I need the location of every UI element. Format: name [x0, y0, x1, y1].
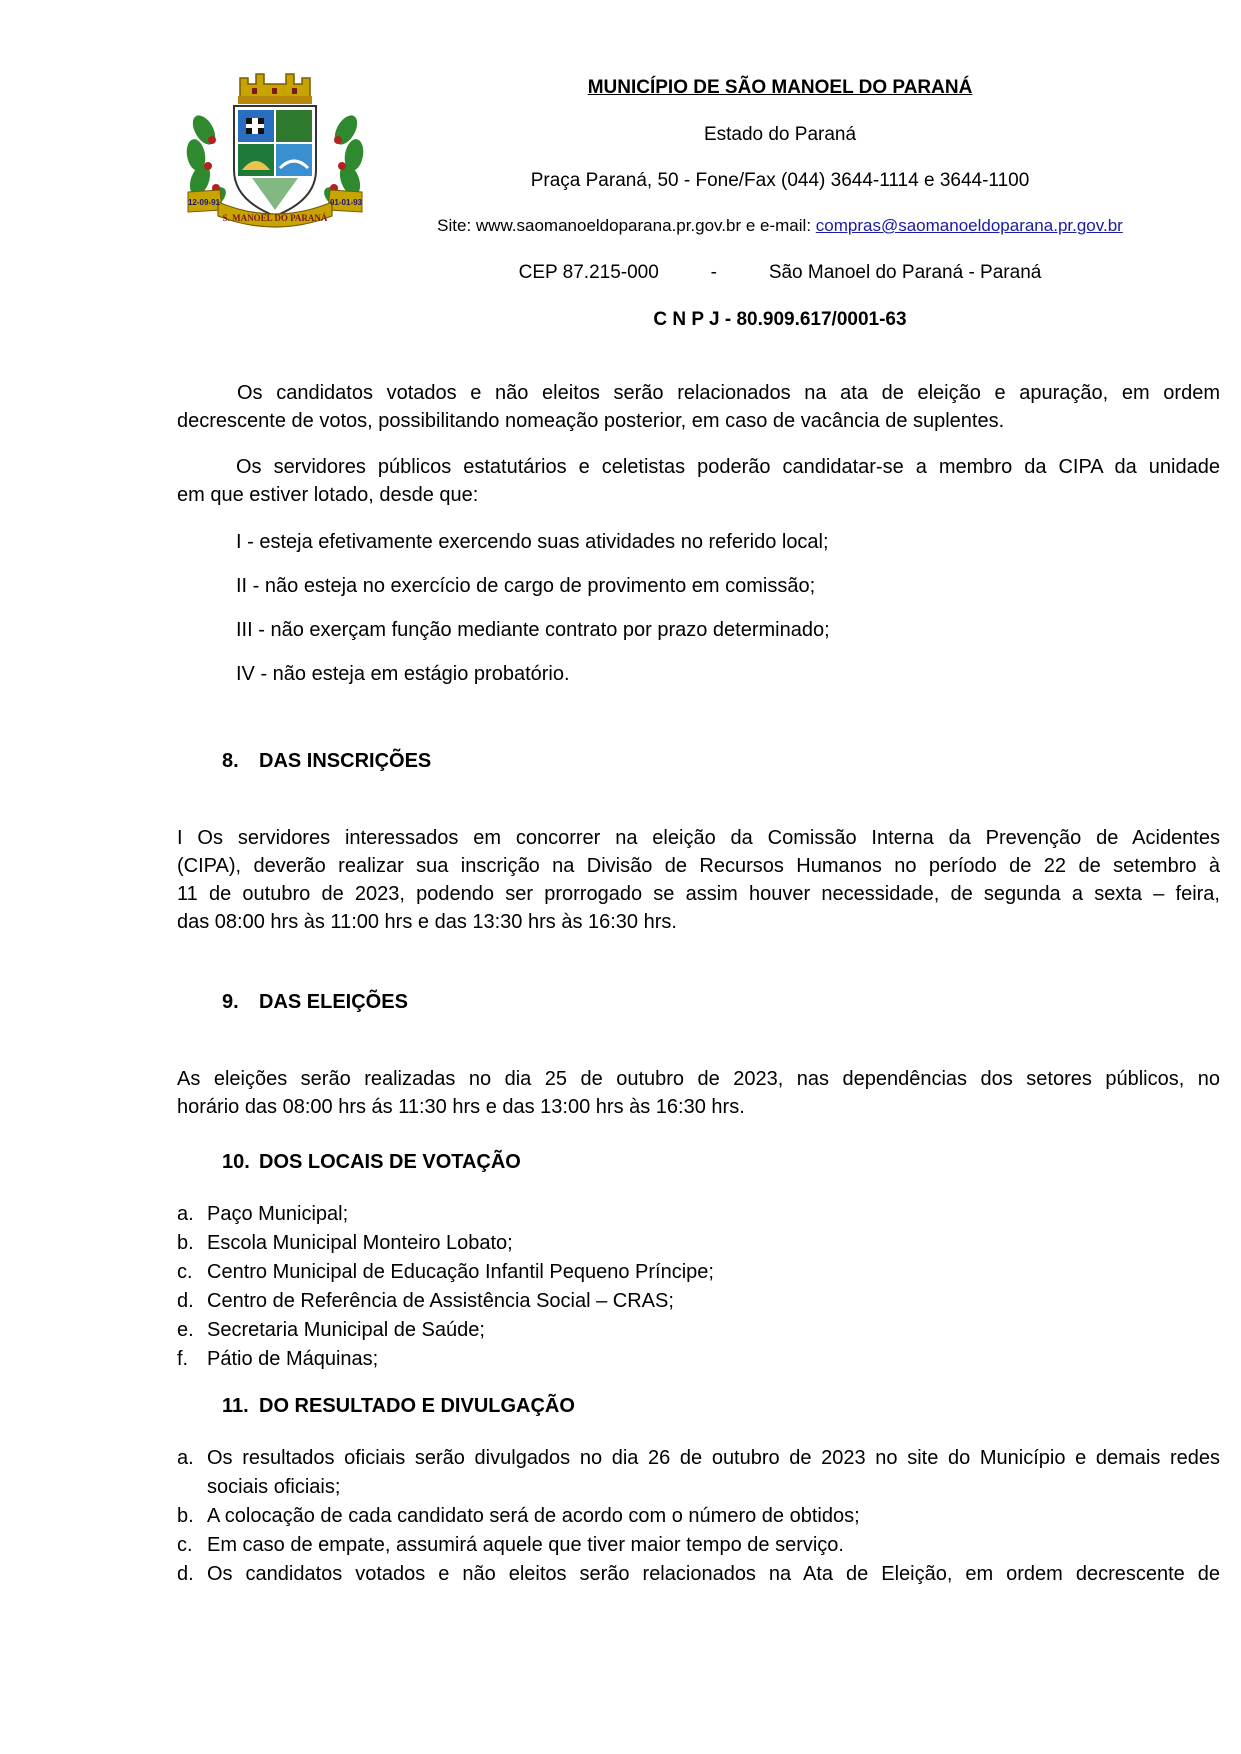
list-marker: c. — [177, 1261, 193, 1283]
list-item — [177, 1200, 1220, 1229]
requirement-item-4: IV - não esteja em estágio probatório. — [236, 663, 570, 685]
requirement-item-2: II - não esteja no exercício de cargo de provimento em comissão; — [236, 575, 816, 597]
section-title: DAS INSCRIÇÕES — [259, 750, 432, 772]
list-marker: a. — [177, 1447, 194, 1469]
list-item-text: Paço Municipal; — [207, 1203, 349, 1225]
municipality-title: MUNICÍPIO DE SÃO MANOEL DO PARANÁ — [587, 77, 973, 98]
email-link[interactable]: compras@saomanoeldoparana.pr.gov.br — [815, 216, 1123, 235]
section-8-paragraph — [177, 824, 1220, 936]
text-line: em que estiver lotado, desde que: — [177, 484, 479, 506]
section-number: 8. — [222, 750, 239, 772]
list-marker: b. — [177, 1505, 194, 1527]
list-item — [177, 1316, 1220, 1345]
municipal-coat-of-arms-logo — [182, 70, 368, 228]
list-marker: c. — [177, 1534, 193, 1556]
voting-locations-list — [177, 1200, 1220, 1374]
section-heading-10 — [222, 1151, 521, 1174]
logo-banner-text: S. MANOEL DO PARANÁ — [222, 213, 328, 223]
section-number: 10. — [222, 1151, 250, 1173]
section-title: DO RESULTADO E DIVULGAÇÃO — [259, 1395, 575, 1417]
list-item-text — [207, 1502, 1220, 1531]
section-title: DAS ELEIÇÕES — [259, 991, 408, 1013]
text-line: Os resultados oficiais serão divulgados no dia 26 de outubro de 2023 no site do Município e demais redes — [207, 1447, 1220, 1469]
section-title: DOS LOCAIS DE VOTAÇÃO — [259, 1151, 521, 1173]
list-marker: e. — [177, 1319, 194, 1341]
text-line: Os candidatos votados e não eleitos serão relacionados na ata de eleição e apuração, em ordem — [237, 382, 1220, 404]
requirement-item-3: III - não exerçam função mediante contrato por prazo determinado; — [236, 619, 830, 641]
site-email-line — [400, 216, 1160, 236]
intro-paragraph-2 — [177, 453, 1220, 509]
requirement-item-1: I - esteja efetivamente exercendo suas atividades no referido local; — [236, 531, 829, 553]
cep-line — [400, 262, 1160, 284]
list-item — [177, 1531, 1220, 1560]
site-text: Site: www.saomanoeldoparana.pr.gov.br e e-mail: — [437, 216, 816, 235]
results-list — [177, 1444, 1220, 1589]
text-line: horário das 08:00 hrs ás 11:30 hrs e das 13:00 hrs às 16:30 hrs. — [177, 1096, 745, 1118]
list-item — [177, 1560, 1220, 1589]
text-line: Os servidores públicos estatutários e celetistas poderão candidatar-se a membro da CIPA da unidade — [236, 456, 1220, 478]
text-line: I Os servidores interessados em concorrer na eleição da Comissão Interna da Prevenção de Acidentes — [177, 827, 1220, 849]
list-item-text — [207, 1560, 1220, 1589]
list-marker: d. — [177, 1290, 194, 1312]
section-heading-9 — [222, 991, 408, 1014]
section-heading-8 — [222, 750, 431, 773]
list-item-text: Centro Municipal de Educação Infantil Pequeno Príncipe; — [207, 1261, 714, 1283]
text-line: Em caso de empate, assumirá aquele que tiver maior tempo de serviço. — [207, 1534, 844, 1556]
section-number: 11. — [222, 1395, 249, 1417]
city-text: São Manoel do Paraná - Paraná — [768, 262, 1042, 283]
text-line: (CIPA), deverão realizar sua inscrição na Divisão de Recursos Humanos no período de 22 de setembro à — [177, 855, 1220, 877]
text-line: sociais oficiais; — [207, 1476, 341, 1498]
text-line: A colocação de cada candidato será de acordo com o número de obtidos; — [207, 1505, 860, 1527]
list-marker: b. — [177, 1232, 194, 1254]
list-marker: f. — [177, 1348, 189, 1370]
text-line: Os candidatos votados e não eleitos serão relacionados na Ata de Eleição, em ordem decrescente de — [207, 1563, 1220, 1585]
text-line: decrescente de votos, possibilitando nomeação posterior, em caso de vacância de suplentes. — [177, 410, 1005, 432]
cnpj-line: C N P J - 80.909.617/0001-63 — [653, 309, 907, 330]
list-marker: a. — [177, 1203, 194, 1225]
list-item-text: Escola Municipal Monteiro Lobato; — [207, 1232, 513, 1254]
list-item-text: Centro de Referência de Assistência Social – CRAS; — [207, 1290, 674, 1312]
text-line: das 08:00 hrs às 11:00 hrs e das 13:30 hrs às 16:30 hrs. — [177, 911, 677, 933]
section-number: 9. — [222, 991, 239, 1013]
cep-text: CEP 87.215-000 — [518, 262, 659, 283]
list-item-text: Secretaria Municipal de Saúde; — [207, 1319, 485, 1341]
list-item-text: Pátio de Máquinas; — [207, 1348, 379, 1370]
list-item — [177, 1229, 1220, 1258]
list-item — [177, 1287, 1220, 1316]
address-line: Praça Paraná, 50 - Fone/Fax (044) 3644-1114 e 3644-1100 — [530, 170, 1030, 191]
logo-right-date: 01-01-93 — [329, 198, 363, 207]
list-item — [177, 1345, 1220, 1374]
list-item-text — [207, 1444, 1220, 1502]
logo-left-date: 12-09-91 — [187, 198, 221, 207]
list-item-text — [207, 1531, 1220, 1560]
text-line: As eleições serão realizadas no dia 25 de outubro de 2023, nas dependências dos setores públicos, no — [177, 1068, 1220, 1090]
section-heading-11 — [222, 1395, 575, 1418]
list-item — [177, 1502, 1220, 1531]
list-marker: d. — [177, 1563, 194, 1585]
cep-separator: - — [710, 262, 717, 283]
list-item — [177, 1444, 1220, 1502]
state-name: Estado do Paraná — [703, 124, 857, 145]
section-9-paragraph — [177, 1065, 1220, 1121]
text-line: 11 de outubro de 2023, podendo ser prorrogado se assim houver necessidade, de segunda a sexta – feira, — [177, 883, 1220, 905]
list-item — [177, 1258, 1220, 1287]
intro-paragraph-1 — [177, 379, 1220, 435]
